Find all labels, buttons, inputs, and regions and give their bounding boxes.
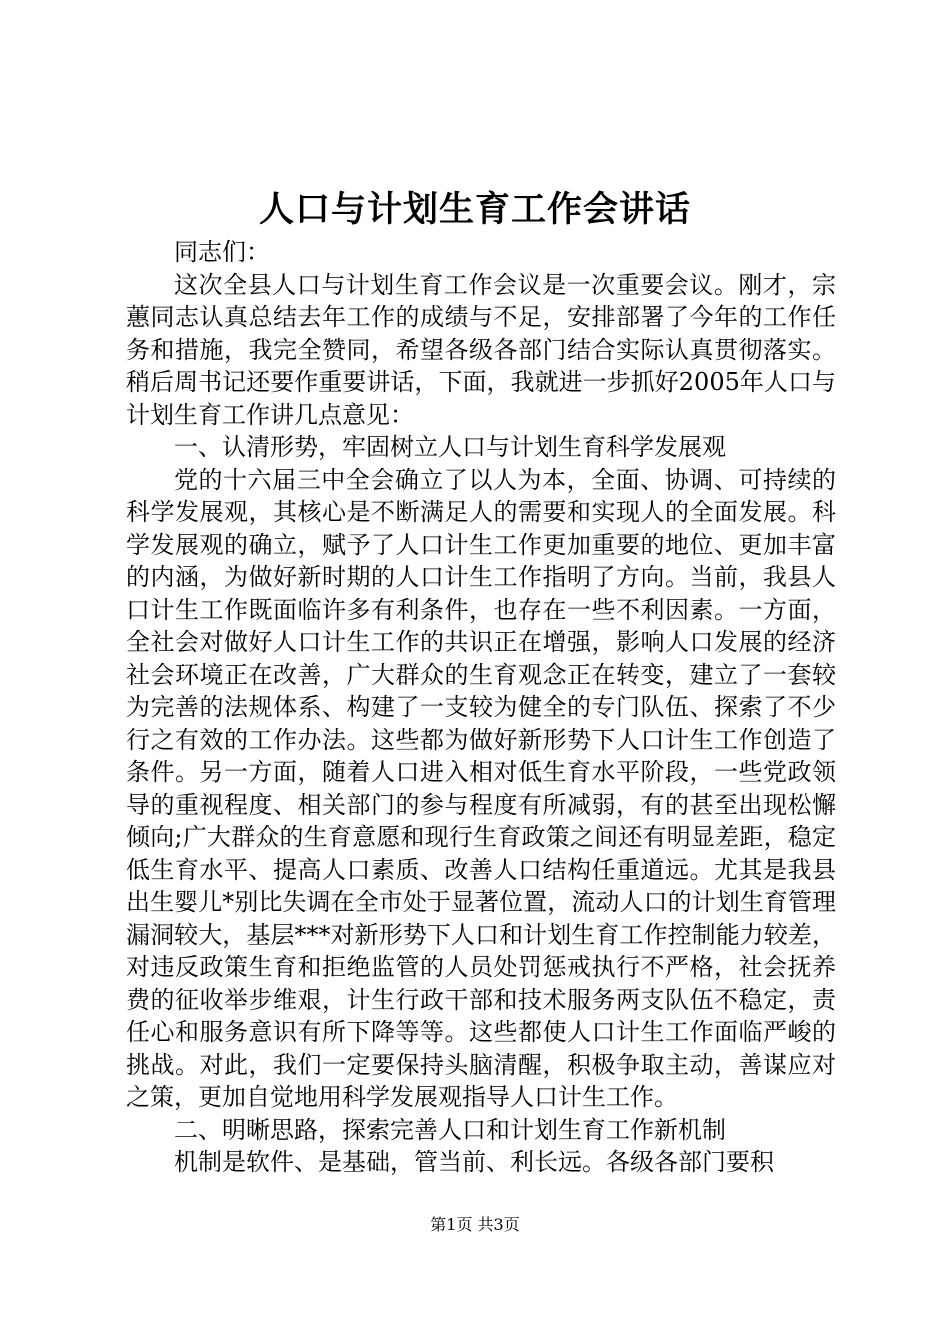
paragraph-section-2: 机制是软件、是基础，管当前、利长远。各级各部门要积 [174,1148,774,1176]
paragraph-intro: 这次全县人口与计划生育工作会议是一次重要会议。刚才，宗蕙同志认真总结去年工作的成绩与不足，安排部署了今年的工作任务和措施，我完全赞同，希望各级各部门结合实际认真贯彻落实。稍后周书记还要作重要讲话，下面，我就进一步抓好2005年人口与计划生育工作讲几点意见： [126,270,836,429]
document-body [126,236,836,1179]
page-footer: 第1页 共3页 [430,1215,520,1234]
section-heading-2: 二、明晰思路，探索完善人口和计划生育工作新机制 [174,1115,726,1144]
section-heading-1: 一、认清形势，牢固树立人口与计划生育科学发展观 [174,433,726,461]
paragraph-section-1: 党的十六届三中全会确立了以人为本，全面、协调、可持续的科学发展观，其核心是不断满足人的需要和实现人的全面发展。科学发展观的确立，赋予了人口计生工作更加重要的地位、更加丰富的内涵，为做好新时期的人口计生工作指明了方向。当前，我县人口计生工作既面临许多有利条件，也存在一些不利因素。一方面，全社会对做好人口计生工作的共识正在增强，影响人口发展的经济社会环境正在改善，广大群众的生育观念正在转变，建立了一套较为完善的法规体系、构建了一支较为健全的专门队伍、探索了不少行之有效的工作办法。这些都为做好新形势下人口计生工作创造了条件。另一方面，随着人口进入相对低生育水平阶段，一些党政领导的重视程度、相关部门的参与程度有所减弱，有的甚至出现松懈倾向;广大群众的生育意愿和现行生育政策之间还有明显差距，稳定低生育水平、提高人口素质、改善人口结构任重道远。尤其是我县出生婴儿*别比失调在全市处于显著位置，流动人口的计划生育管理漏洞较大，基层***对新形势下人口和计划生育工作控制能力较差，对违反政策生育和拒绝监管的人员处罚惩戒执行不严格，社会抚养费的征收举步维艰，计生行政干部和技术服务两支队伍不稳定，责任心和服务意识有所下降等等。这些都使人口计生工作面临严峻的挑战。对此，我们一定要保持头脑清醒，积极争取主动，善谋应对之策，更加自觉地用科学发展观指导人口计生工作。 [126,465,836,1111]
document-title: 人口与计划生育工作会讲话 [258,189,691,230]
salutation: 同志们： [174,238,270,266]
